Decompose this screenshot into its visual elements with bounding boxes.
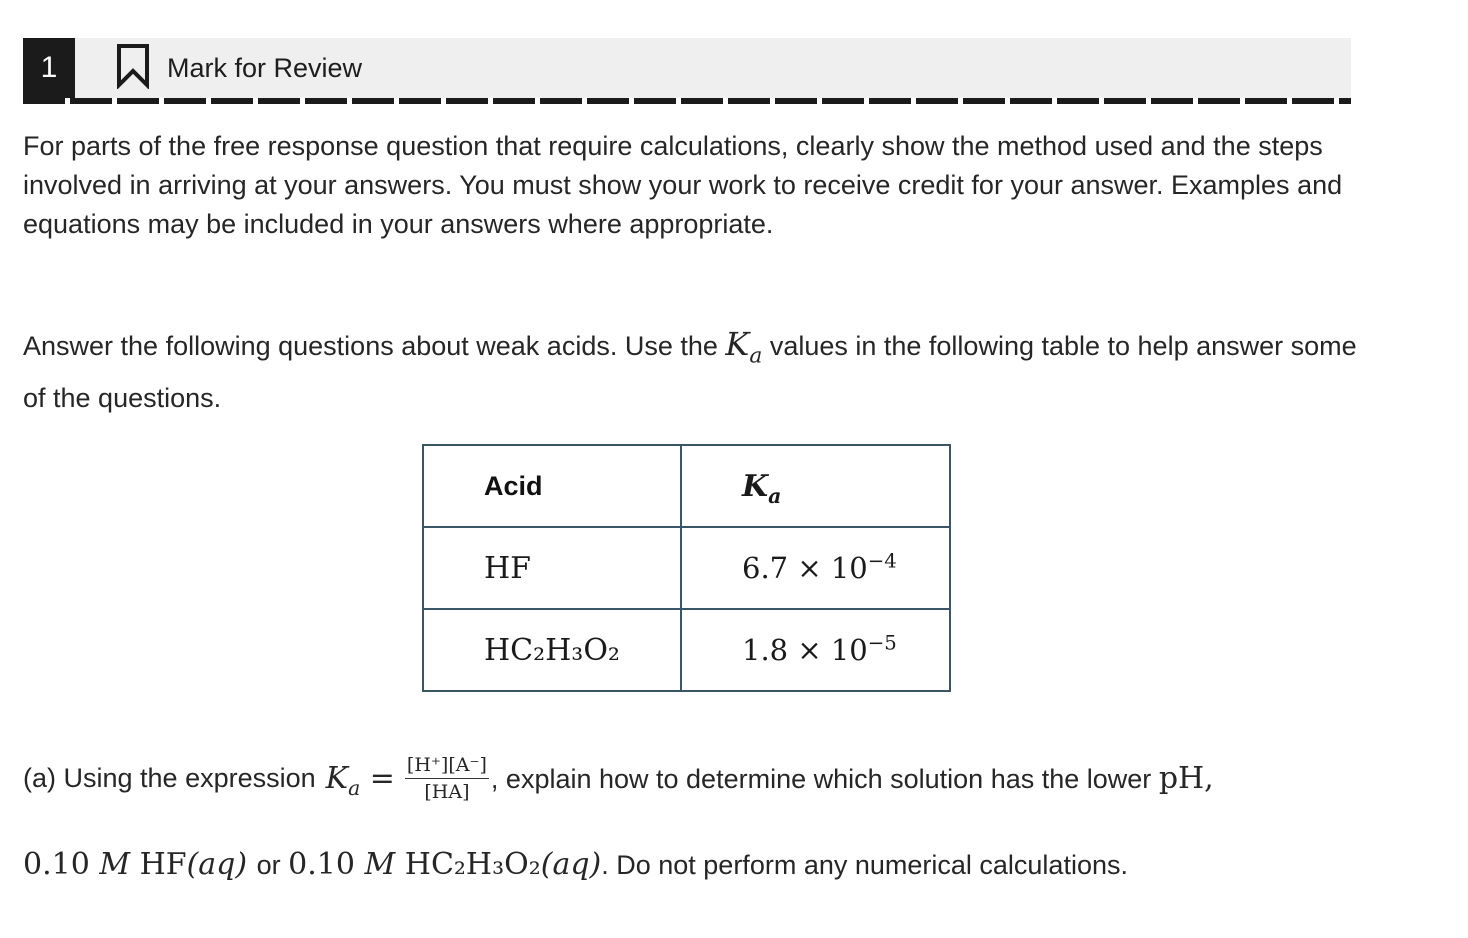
- table-row: [423, 609, 950, 691]
- question-prompt: [23, 318, 1363, 424]
- prompt-text-after: values in the following table to help answer some of the questions.: [23, 331, 1357, 413]
- ka-table: [422, 444, 951, 692]
- part-a-line-1: [23, 754, 1423, 803]
- ka-symbol: $K_a$: [725, 325, 763, 369]
- part-a-lead: (a) Using the expression: [23, 763, 316, 793]
- header-divider: [23, 98, 1351, 104]
- mark-for-review-button[interactable]: [115, 44, 362, 92]
- acid-cell: HF: [423, 527, 681, 609]
- solution-1: 0.10 M HF(aq): [23, 847, 248, 882]
- ka-value-cell: $6.7 \times 10^{-4}$: [681, 527, 950, 609]
- mark-for-review-label: Mark for Review: [167, 52, 363, 83]
- bookmark-icon: [115, 43, 151, 94]
- fraction-denominator: [HA]: [424, 781, 470, 803]
- acid-cell: HC₂H₃O₂: [423, 609, 681, 691]
- question-header: [23, 38, 1351, 98]
- part-a-mid: , explain how to determine which solution has the lower pH,: [490, 761, 1214, 796]
- or-text: or: [256, 850, 281, 880]
- question-number: 1: [23, 38, 75, 98]
- ka-value-cell: $1.8 \times 10^{-5}$: [681, 609, 950, 691]
- table-row: [423, 527, 950, 609]
- prompt-text-before: Answer the following questions about weak acids. Use the: [23, 331, 718, 361]
- ka-expression: $K_a$ =: [325, 761, 395, 800]
- instructions-text: For parts of the free response question that require calculations, clearly show the method used and the steps involved in arriving at your answers. You must show your work to receive credit for your answer. Examples and equations may be included in your answers where appropriate.: [23, 131, 1343, 239]
- header-ka: $K_a$: [681, 445, 950, 527]
- fraction-numerator: [H⁺][A⁻]: [405, 754, 489, 779]
- part-a-closing: . Do not perform any numerical calculations.: [601, 850, 1128, 880]
- table-header-row: [423, 445, 950, 527]
- part-a-line-2: [23, 840, 1423, 890]
- solution-2: 0.10 M HC₂H₃O₂(aq): [288, 847, 602, 882]
- header-acid: Acid: [423, 445, 681, 527]
- ka-fraction: [405, 754, 489, 803]
